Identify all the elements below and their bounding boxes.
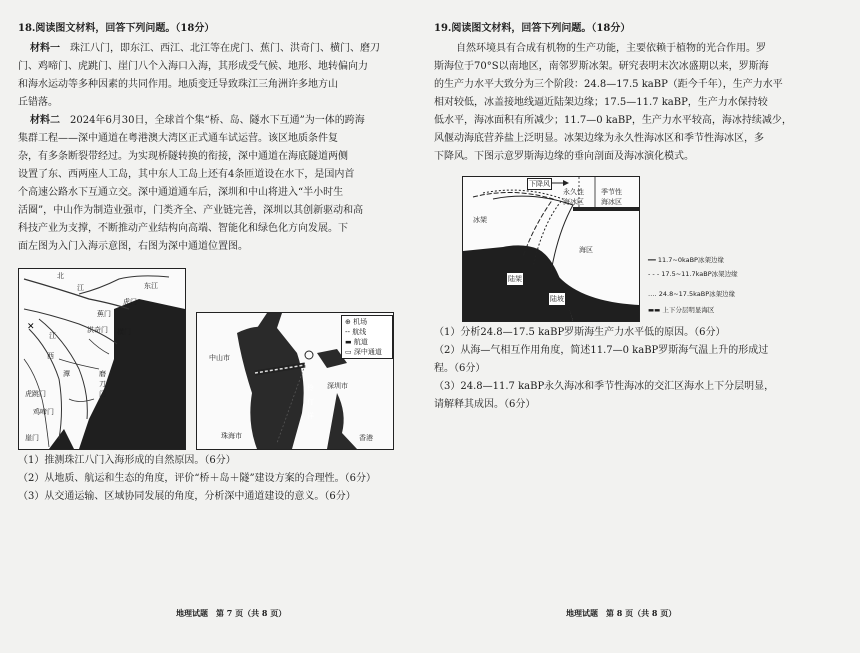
map2-label-hongkong: 香港 — [359, 434, 373, 442]
map1-label-bei: 北 — [57, 272, 64, 280]
q18-material2-line6: 活圈”，中山作为制造业强市，门类齐全、产业链完善，深圳以其创新驱动和高 — [18, 205, 364, 216]
map2-legend — [341, 315, 393, 359]
shenzhong-link-map — [196, 312, 394, 450]
q18-heading: 18.阅读图文材料，回答下列问题。（18分） — [18, 23, 215, 34]
q18-material1-line2: 门、鸡啼门、虎跳门、崖门八个入海口入海，其形成受气候、地形、地转偏向力 — [18, 61, 368, 72]
map1-label-dao: 刀 — [99, 380, 106, 388]
legend-row-3: ‥‥ 24.8~17.5kaBP冰架边缘 — [648, 290, 736, 298]
map1-label-humen: 虎门 — [123, 298, 137, 306]
material2-text-1: 2024年6月30日，全球首个集“桥、岛、隧水下互通”为一体的跨海 — [70, 115, 365, 126]
q18-material2-line4: 设置了东、西两座人工岛，其中东人工岛上还有4条匝道设在水下，是国内首 — [18, 169, 355, 180]
page-8 — [430, 0, 860, 653]
q18-material2-line3: 杂，有多条断裂带经过。为实现桥隧转换的衔接，深中通道在海底隧道两侧 — [18, 151, 348, 162]
airport-icon — [305, 351, 313, 359]
diag-label-wind: 下降风 — [529, 180, 550, 188]
map1-label-jiaomen: 蕉门 — [97, 310, 111, 318]
q18-material2-line8: 面左图为入门入海示意图，右图为深中通道位置图。 — [18, 241, 248, 252]
legend-tunnel: ▭ 深中通道 — [345, 348, 382, 356]
diag-label-sea: 海区 — [579, 246, 593, 254]
legend-airport: ⊕ 机场 — [345, 318, 368, 326]
map2-label-ling: 伶 — [307, 384, 314, 392]
pearl-river-mouths-map — [18, 268, 186, 450]
q19-heading: 19.阅读图文材料，回答下列问题。（18分） — [434, 23, 631, 34]
diag-label-permanent-ice: 永久性 海冰区 — [563, 188, 584, 206]
map1-label-dongjiang: 东江 — [144, 282, 158, 290]
q18-material1-line1 — [30, 40, 380, 58]
q18-question3: （3）从交通运输、区域协同发展的角度，分析深中通道建设的意义。（6分） — [18, 491, 356, 502]
map1-label-hutiaomen: 虎跳门 — [25, 390, 46, 398]
legend-row-2: - - - 17.5~11.7kaBP冰架边缘 — [648, 270, 738, 278]
q18-material2-line1 — [30, 112, 365, 130]
diag-label-shelf: 陆架 — [508, 275, 522, 283]
legend-channel: ▬ 航道 — [345, 338, 368, 346]
material1-text-1: 珠江八门，即东江、西江、北江等在虎门、蕉门、洪奇门、横门、磨刀 — [70, 43, 380, 54]
map1-label-tan: 潭 — [63, 370, 70, 378]
map1-label-mo: 磨 — [99, 370, 106, 378]
q19-line7: 下降风。下图示意罗斯海边缘的垂向剖面及海冰演化模式。 — [434, 151, 694, 162]
q18-material1-line3: 和海水运动等多种因素的共同作用。地质变迁导致珠江三角洲许多地方山 — [18, 79, 338, 90]
q19-question2-line1: （2）从海—气相互作用角度，简述11.7—0 kaBP罗斯海气温上升的形成过 — [434, 345, 769, 356]
map1-label-jitimen: 鸡啼门 — [33, 408, 54, 416]
q19-line5: 低水平，海冰面积有所减少；11.7—0 kaBP，生产力水平较高，海冰持续减少， — [434, 115, 792, 126]
q18-material2-line7: 科技产业为支撑，不断推动产业结构向高端、智能化和绿色化方向发展。下 — [18, 223, 348, 234]
map1-label-jiang: 江 — [77, 284, 84, 292]
map2-label-shenzhen: 深圳市 — [327, 382, 348, 390]
map1-label-jiang2: 江 — [49, 332, 56, 340]
material2-label: 材料二 — [30, 115, 60, 126]
q18-material2-line5: 个高速公路水下互通立交。深中通道通车后，深圳和中山将进入“半小时生 — [18, 187, 344, 198]
map1-label-xi: 西 — [47, 352, 54, 360]
q19-question2-line2: 程。（6分） — [434, 363, 486, 374]
q19-line6: 风偃动海底营养盐上泛明显。冰架边缘为永久性海冰区和季节性海冰区，多 — [434, 133, 764, 144]
pearl-river-map-graphic — [19, 269, 185, 449]
q18-question2: （2）从地质、航运和生态的角度，评价“桥＋岛＋隧”建设方案的合理性。（6分） — [18, 473, 376, 484]
q18-material1-line4: 丘错落。 — [18, 97, 58, 108]
map2-label-ding: 仃 — [307, 398, 314, 406]
q19-line3: 的生产力水平大致分为三个阶段：24.8—17.5 kaBP（距今千年），生产力水平 — [434, 79, 783, 90]
q19-question3-line2: 请解释其成因。（6分） — [434, 399, 536, 410]
map2-label-yang: 洋 — [307, 412, 314, 420]
q19-line2: 斯海位于70°S以南地区，南邻罗斯冰架。研究表明末次冰盛期以来，罗斯海 — [434, 61, 769, 72]
q19-line1: 自然环境具有合成有机物的生产功能，主要依赖于植物的光合作用。罗 — [456, 43, 766, 54]
q18-question1: （1）推测珠江八门入海形成的自然原因。（6分） — [18, 455, 236, 466]
q19-line4: 相对较低，冰盖接地线逼近陆架边缘；17.5—11.7 kaBP，生产力水保持较 — [434, 97, 768, 108]
q19-question3-line1: （3）24.8—11.7 kaBP永久海冰和季节性海冰的交汇区海水上下分层明显， — [434, 381, 775, 392]
diag-label-seasonal-ice: 季节性 海冰区 — [601, 188, 622, 206]
diag-label-ice-shelf: 冰架 — [473, 216, 487, 224]
q19-question1: （1）分析24.8—17.5 kaBP罗斯海生产力水平低的原因。（6分） — [434, 327, 726, 338]
map2-label-zhongshan: 中山市 — [209, 354, 230, 362]
legend-row-4: ▬▬ 上下分层明显海区 — [648, 306, 715, 314]
map1-label-hongqimen: 洪奇门 — [87, 326, 108, 334]
page7-footer: 地理试题 第 7 页（共 8 页） — [176, 608, 287, 618]
city-marker-icon: ✕ — [27, 322, 35, 332]
material1-label: 材料一 — [30, 43, 60, 54]
q18-material2-line2: 集群工程——深中通道在粤港澳大湾区正式通车试运营。该区地质条件复 — [18, 133, 338, 144]
map1-label-men: 门 — [99, 390, 106, 398]
legend-route: -- 航线 — [345, 328, 367, 336]
legend-row-1: ━━ 11.7~0kaBP冰架边缘 — [648, 256, 724, 264]
diag-label-slope: 陆坡 — [550, 295, 564, 303]
ross-sea-profile-diagram — [462, 176, 640, 322]
map2-label-zhuhai: 珠海市 — [221, 432, 242, 440]
map1-label-hengmen: 横门 — [117, 328, 131, 336]
page8-footer: 地理试题 第 8 页（共 8 页） — [566, 608, 677, 618]
map1-label-yamen: 崖门 — [25, 434, 39, 442]
